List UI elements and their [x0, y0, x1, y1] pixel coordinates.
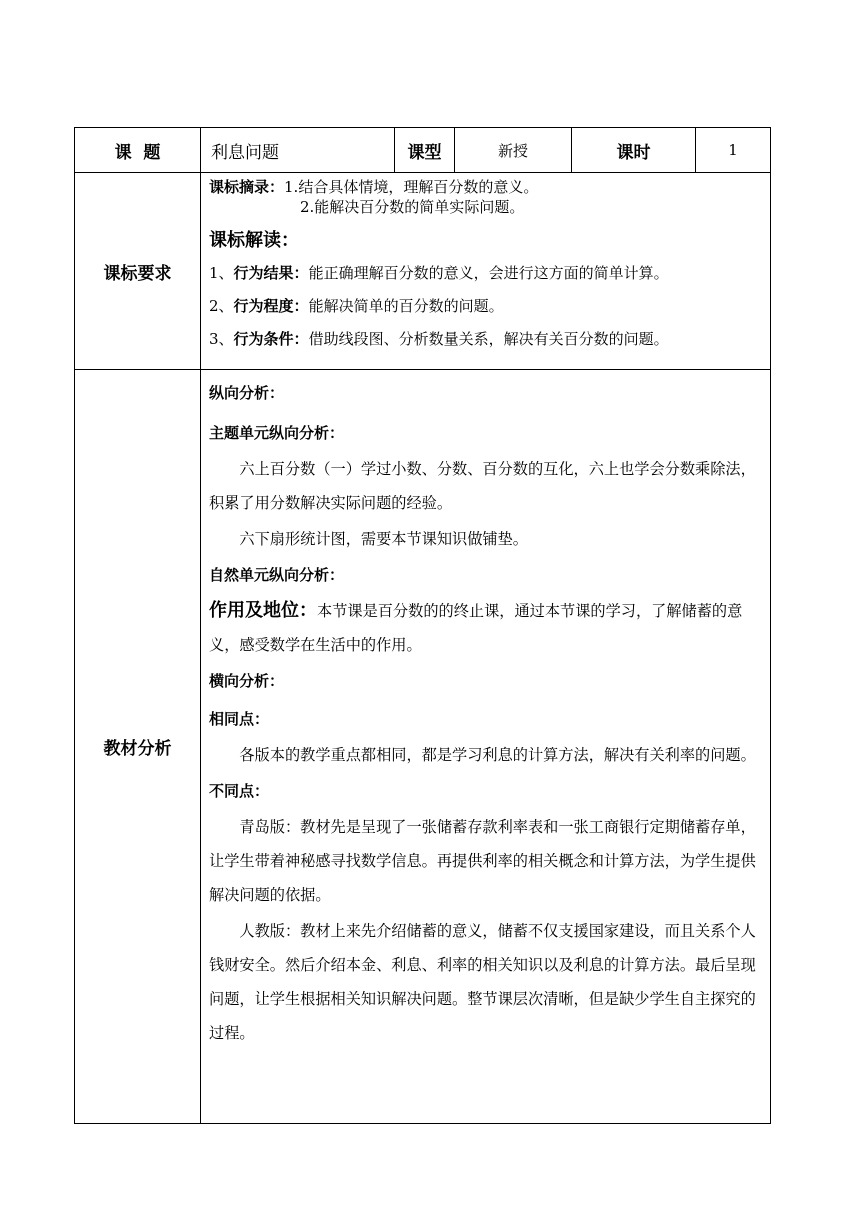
standards-content — [201, 173, 771, 370]
hours-value: 1 — [696, 128, 771, 173]
analysis-row — [75, 370, 771, 1124]
theme-paragraph-2: 六下扇形统计图，需要本节课知识做铺垫。 — [239, 530, 528, 548]
role-paragraph — [209, 594, 762, 662]
similarities-paragraph: 各版本的教学重点都相同，都是学习利息的计算方法，解决有关利率的问题。 — [239, 746, 756, 764]
hours-label: 课时 — [572, 128, 696, 173]
excerpt-item-1: 1.结合具体情境，理解百分数的意义。 — [284, 178, 539, 196]
analysis-content — [201, 370, 771, 1124]
horizontal-analysis-heading: 横向分析： — [209, 672, 285, 690]
type-label: 课型 — [395, 128, 455, 173]
excerpt-line-2 — [209, 197, 762, 217]
standards-label: 课标要求 — [75, 173, 201, 370]
interpret-heading: 课标解读： — [209, 230, 299, 251]
differences-heading: 不同点： — [209, 782, 270, 800]
natural-unit-heading: 自然单元纵向分析： — [209, 566, 345, 584]
similarities-heading: 相同点： — [209, 710, 270, 728]
standard-item: 2、行为程度：能解决简单的百分数的问题。 — [209, 297, 504, 315]
theme-unit-heading: 主题单元纵向分析： — [209, 424, 345, 442]
topic-value: 利息问题 — [201, 128, 395, 173]
type-value: 新授 — [455, 128, 572, 173]
standard-item: 3、行为条件：借助线段图、分析数量关系，解决有关百分数的问题。 — [209, 330, 669, 348]
lesson-plan-table — [74, 127, 771, 1124]
role-text: 本节课是百分数的的终止课，通过本节课的学习，了解储蓄的意义，感受数学在生活中的作用。 — [209, 602, 743, 654]
qingdao-paragraph: 青岛版：教材先是呈现了一张储蓄存款利率表和一张工商银行定期储蓄存单，让学生带着神秘感寻找数学信息。再提供利率的相关概念和计算方法，为学生提供解决问题的依据。 — [209, 818, 756, 904]
standard-item: 1、行为结果：能正确理解百分数的意义，会进行这方面的简单计算。 — [209, 264, 669, 282]
renjiao-paragraph: 人教版：教材上来先介绍储蓄的意义，储蓄不仅支援国家建设，而且关系个人钱财安全。然后介绍本金、利息、利率的相关知识以及利息的计算方法。最后呈现问题，让学生根据相关知识解决问题。整节课层次清晰，但是缺少学生自主探究的过程。 — [209, 922, 756, 1042]
standards-row — [75, 173, 771, 370]
role-label: 作用及地位： — [209, 600, 317, 621]
header-row — [75, 128, 771, 173]
excerpt-item-2: 2.能解决百分数的简单实际问题。 — [300, 198, 525, 216]
excerpt-label: 课标摘录： — [209, 178, 285, 196]
topic-label: 课 题 — [75, 128, 201, 173]
vertical-analysis-heading: 纵向分析： — [209, 384, 285, 402]
excerpt-line-1 — [209, 177, 762, 197]
analysis-label: 教材分析 — [75, 370, 201, 1124]
theme-paragraph-1: 六上百分数（一）学过小数、分数、百分数的互化，六上也学会分数乘除法，积累了用分数解决实际问题的经验。 — [209, 460, 756, 512]
